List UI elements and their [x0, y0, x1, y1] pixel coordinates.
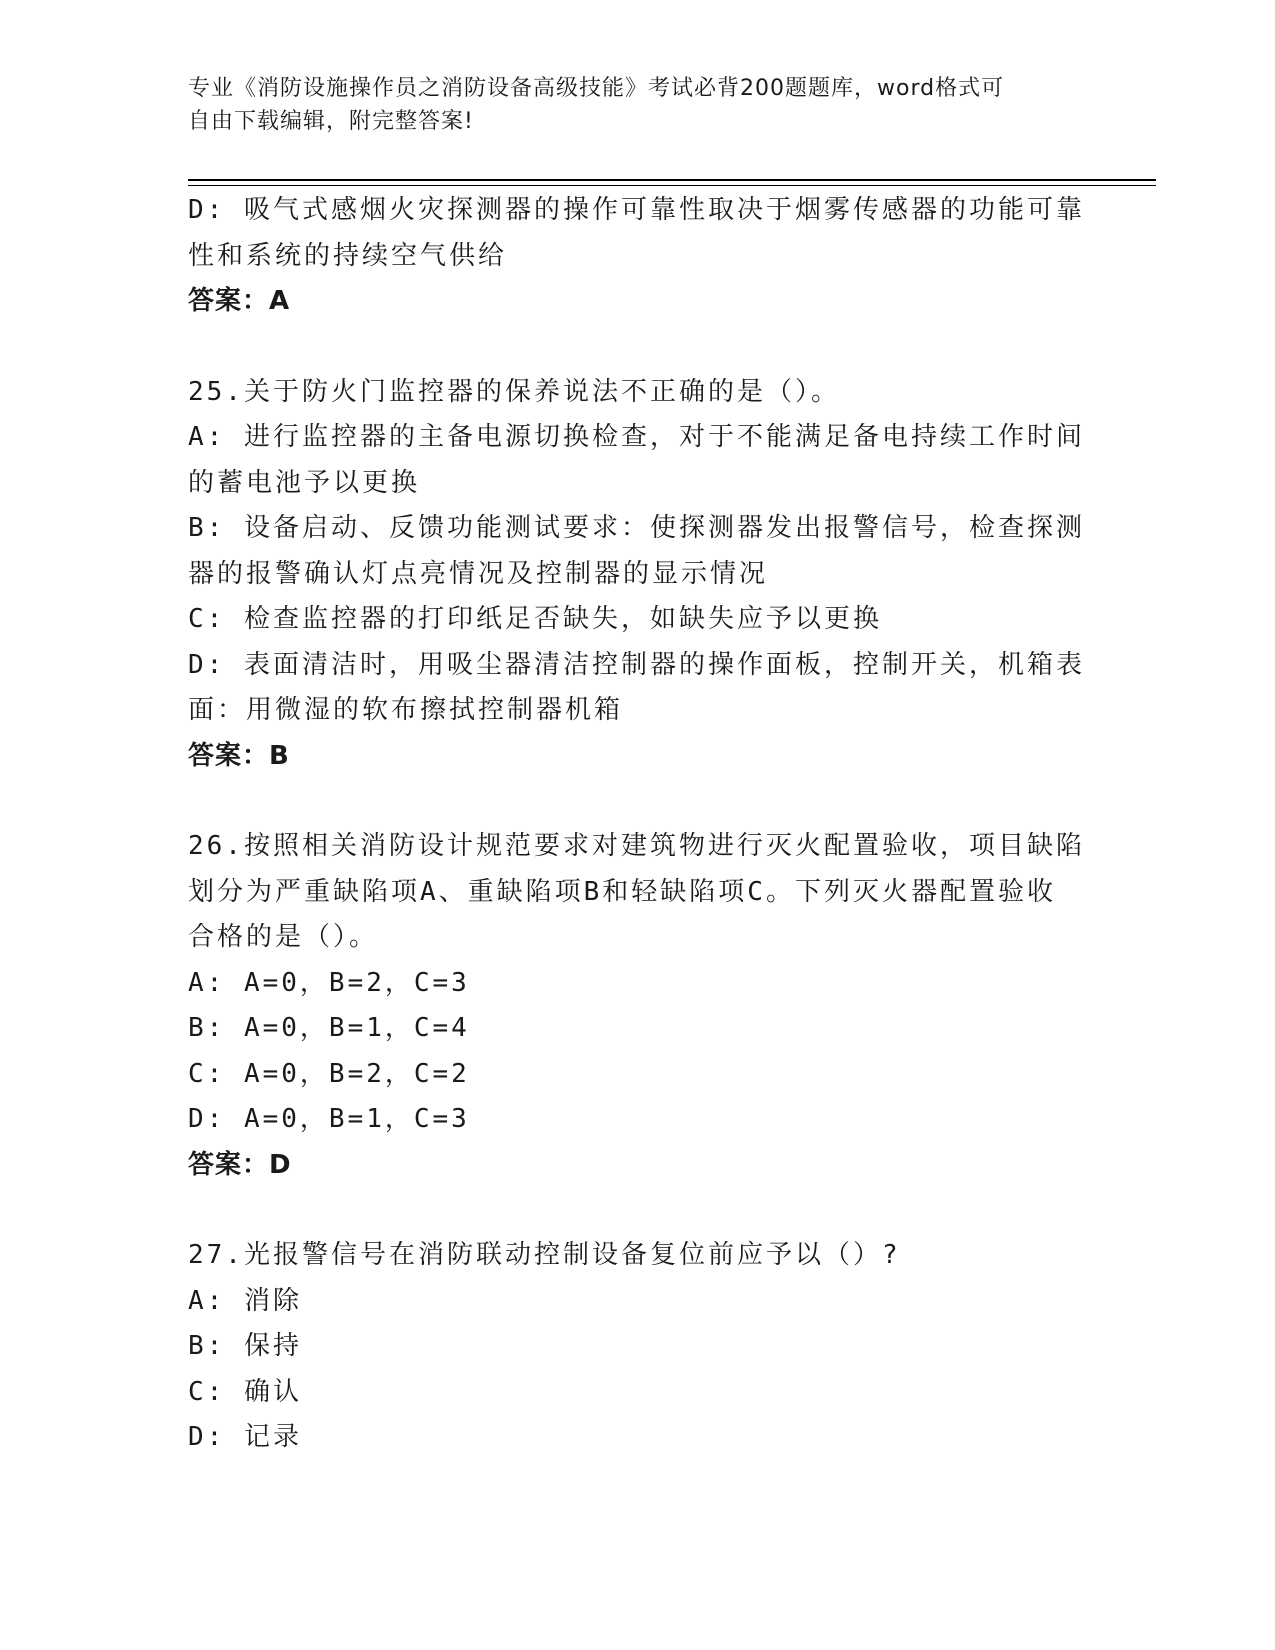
question-stem: 划分为严重缺陷项A、重缺陷项B和轻缺陷项C。下列灭火器配置验收: [188, 876, 1056, 907]
document-header: [188, 72, 1088, 138]
answer-label: 答案：B: [188, 740, 290, 771]
option-b-line: B: 设备启动、反馈功能测试要求：使探测器发出报警信号，检查探测: [188, 513, 1085, 543]
question-27: [188, 1233, 1088, 1461]
question-stem: 26.按照相关消防设计规范要求对建筑物进行灭火配置验收，项目缺陷: [188, 831, 1085, 861]
option-a-line: 的蓄电池予以更换: [188, 467, 421, 498]
spacer: [188, 1188, 1088, 1233]
option-d-line: 性和系统的持续空气供给: [188, 240, 508, 271]
question-25: [188, 370, 1088, 780]
option-d-line: D: 吸气式感烟火灾探测器的操作可靠性取决于烟雾传感器的功能可靠: [188, 195, 1085, 225]
question-content: [188, 188, 1088, 1461]
question-26: [188, 824, 1088, 1188]
option-a-line: A: A=0，B=2，C=3: [188, 967, 470, 998]
option-d-line: D: A=0，B=1，C=3: [188, 1104, 470, 1134]
option-b-line: B: A=0，B=1，C=4: [188, 1013, 470, 1043]
option-a-line: A: 进行监控器的主备电源切换检查，对于不能满足备电持续工作时间: [188, 422, 1085, 452]
question-stem: 合格的是（）。: [188, 922, 379, 952]
option-d-line: D: 表面清洁时，用吸尘器清洁控制器的操作面板，控制开关，机箱表: [188, 649, 1085, 680]
header-divider-thin: [188, 185, 1156, 186]
header-line-2: 自由下载编辑，附完整答案!: [188, 109, 474, 134]
option-c-line: C: 检查监控器的打印纸足否缺失，如缺失应予以更换: [188, 604, 882, 634]
option-d-line: D: 记录: [188, 1422, 302, 1452]
question-stem: 25.关于防火门监控器的保养说法不正确的是（）。: [188, 376, 840, 407]
option-d-line: 面：用微湿的软布擦拭控制器机箱: [188, 695, 624, 725]
option-b-line: 器的报警确认灯点亮情况及控制器的显示情况: [188, 558, 769, 589]
previous-question-tail: [188, 188, 1088, 325]
option-c-line: C: 确认: [188, 1376, 302, 1407]
spacer: [188, 325, 1088, 370]
spacer: [188, 779, 1088, 824]
answer-label: 答案：D: [188, 1149, 292, 1180]
answer-label: 答案：A: [188, 286, 291, 316]
question-stem: 27.光报警信号在消防联动控制设备复位前应予以（）?: [188, 1240, 901, 1270]
option-b-line: B: 保持: [188, 1331, 302, 1361]
option-a-line: A: 消除: [188, 1285, 302, 1316]
option-c-line: C: A=0，B=2，C=2: [188, 1058, 470, 1089]
header-divider-thick: [188, 179, 1156, 181]
header-line-1: 专业《消防设施操作员之消防设备高级技能》考试必背200题题库，word格式可: [188, 76, 1005, 101]
